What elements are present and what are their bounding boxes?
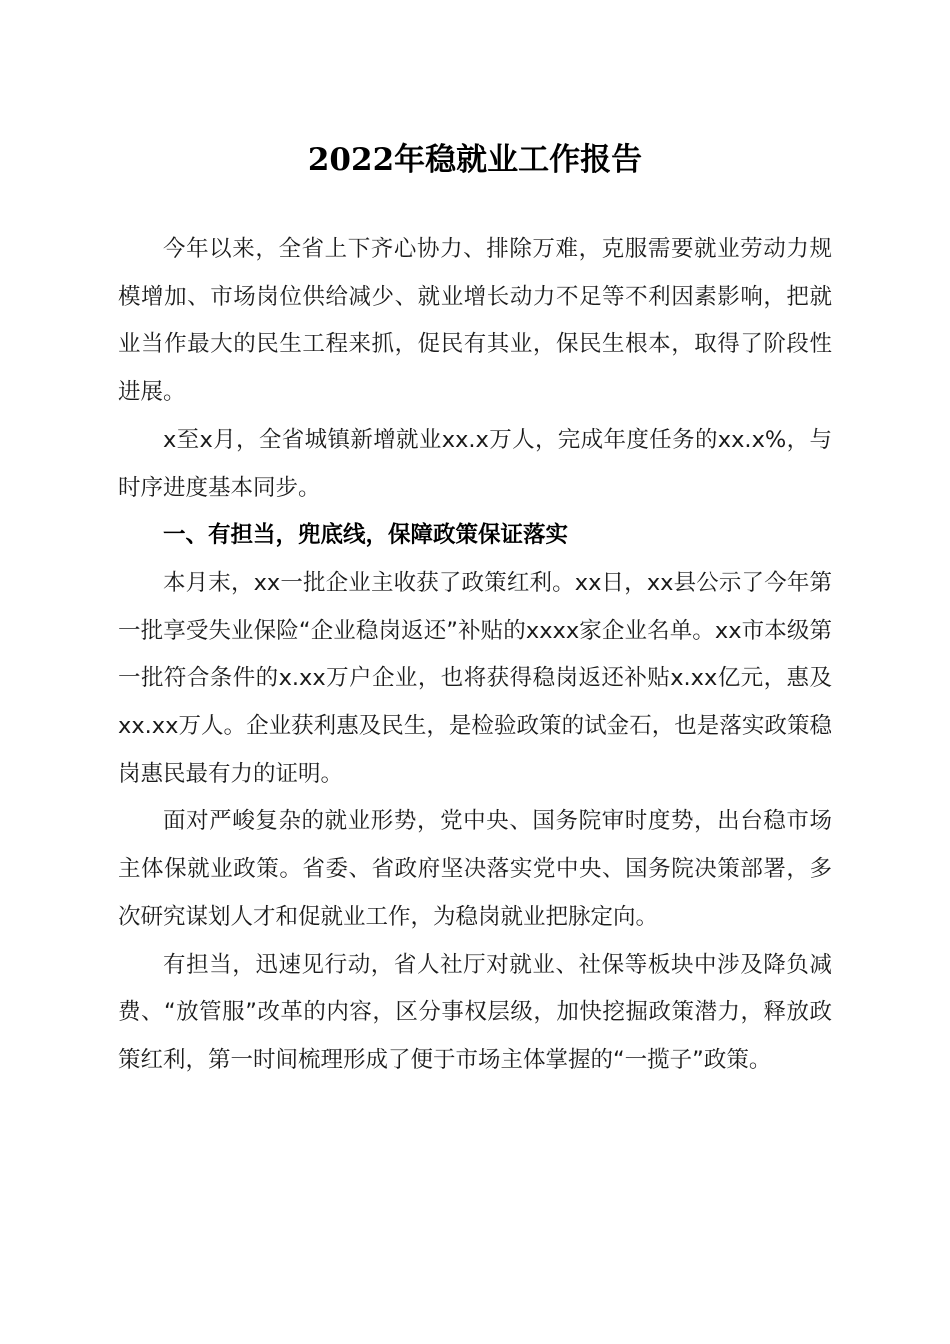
- intro-paragraph: 今年以来，全省上下齐心协力、排除万难，克服需要就业劳动力规模增加、市场岗位供给减少、就业增长动力不足等不利因素影响，把就业当作最大的民生工程来抓，促民有其业，保民生根本，取得了阶段性进展。: [118, 236, 832, 406]
- document-body: [118, 226, 832, 1085]
- document-title: 2022年稳就业工作报告: [307, 142, 643, 178]
- section-paragraph: 面对严峻复杂的就业形势，党中央、国务院审时度势，出台稳市场主体保就业政策。省委、省政府坚决落实党中央、国务院决策部署，多次研究谋划人才和促就业工作，为稳岗就业把脉定向。: [118, 808, 832, 930]
- section-paragraph: 本月末，xx一批企业主收获了政策红利。xx日，xx县公示了今年第一批享受失业保险“企业稳岗返还”补贴的xxxx家企业名单。xx市本级第一批符合条件的x.xx万户企业，也将获得稳岗返还补贴x.xx亿元，惠及xx.xx万人。企业获利惠及民生，是检验政策的试金石，也是落实政策稳岗惠民最有力的证明。: [118, 569, 832, 787]
- section-paragraph: 有担当，迅速见行动，省人社厅对就业、社保等板块中涉及降负减费、“放管服”改革的内容，区分事权层级，加快挖掘政策潜力，释放政策红利，第一时间梳理形成了便于市场主体掌握的“一揽子”政策。: [118, 951, 832, 1073]
- statistics-paragraph: x至x月，全省城镇新增就业xx.x万人，完成年度任务的xx.x%，与时序进度基本同步。: [118, 426, 832, 501]
- section-heading: 一、有担当，兜底线，保障政策保证落实: [163, 522, 569, 549]
